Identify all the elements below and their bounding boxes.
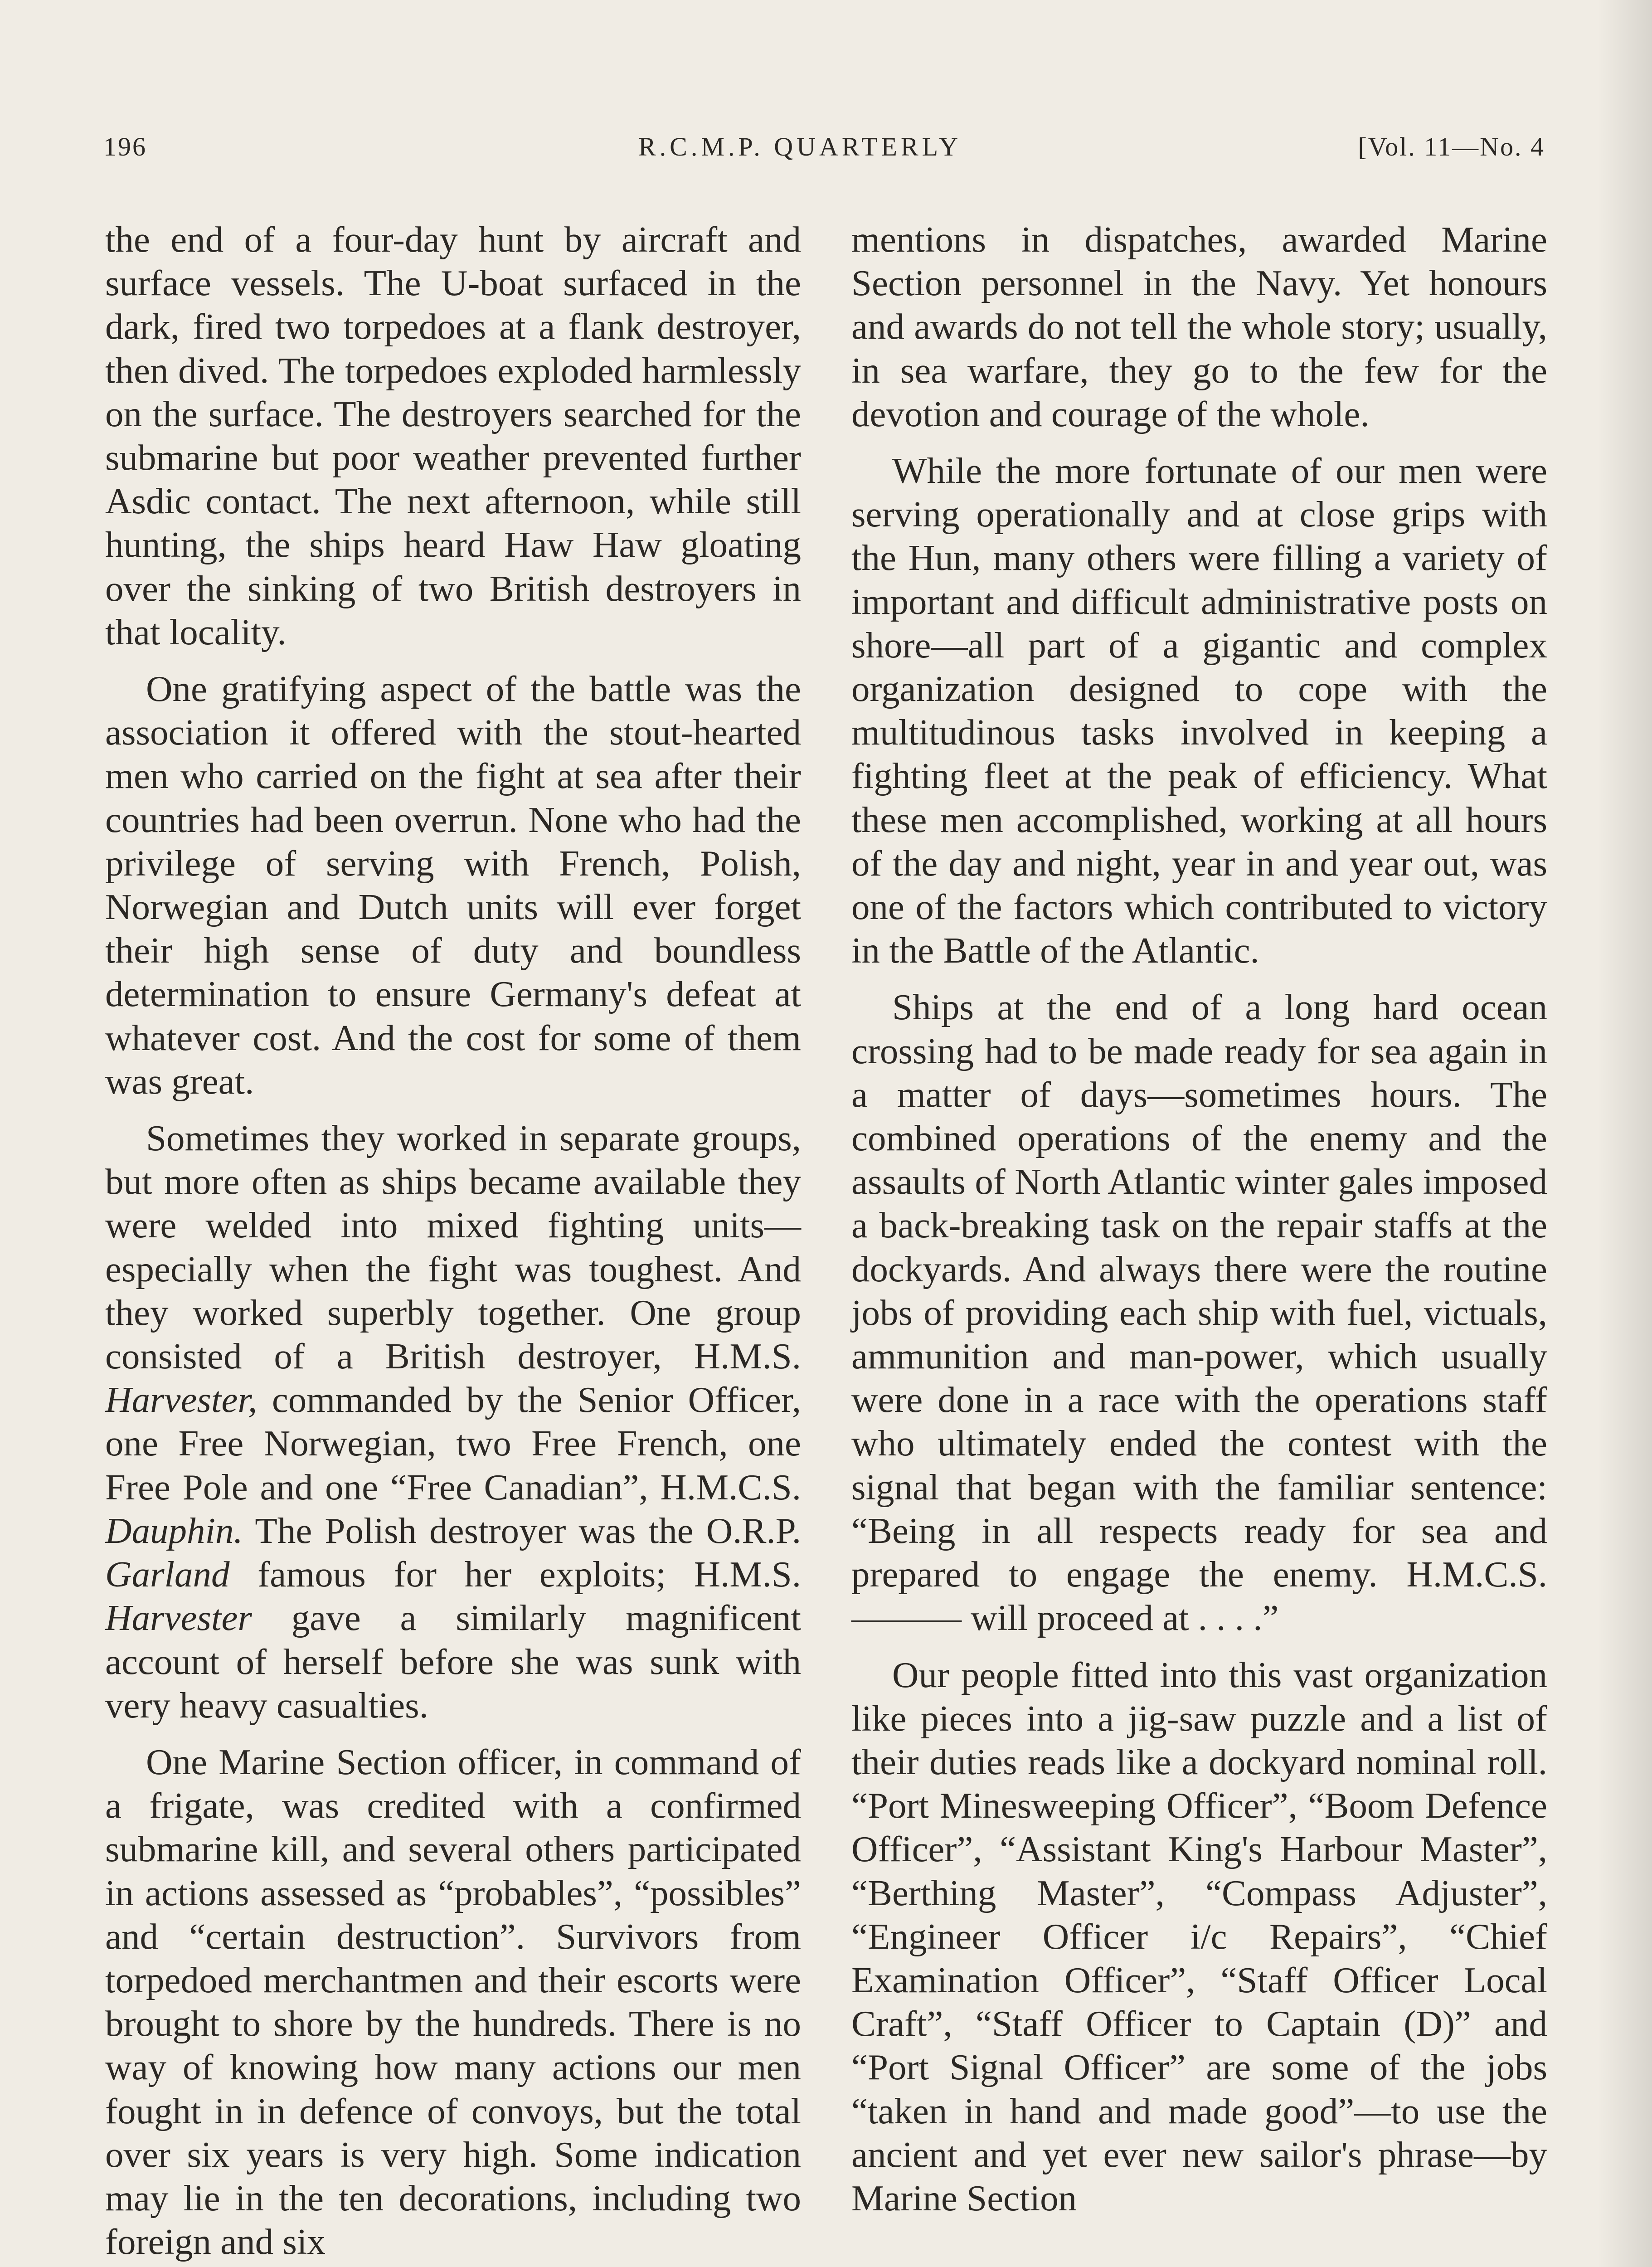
left-column (105, 218, 801, 2263)
ship-name: Harvester, (105, 1379, 258, 1421)
paragraph: One gratifying aspect of the battle was the association it offered with the stout-hearted men who carried on the fight at sea after their countries had been overrun. None who had the privilege of serving with French, Polish, Norwegian and Dutch units will ever forget their high sense of duty and boundless determination to ensure Germany's defeat at whatever cost. And the cost for some of them was great. (105, 668, 801, 1102)
paragraph: One Marine Section officer, in command of a frigate, was credited with a confirmed submarine kill, and several others participated in actions assessed as “probables”, “possibles” and “certain destruction”. Survivors from torpedoed merchantmen and their escorts were brought to shore by the hundreds. There is no way of knowing how many actions our men fought in in defence of convoys, but the total over six years is very high. Some indication may lie in the ten decorations, including two foreign and six (105, 1741, 801, 2262)
paragraph: Our people fitted into this vast organization like pieces into a jig-saw puzzle and a list of their duties reads like a dockyard nominal roll. “Port Minesweeping Officer”, “Boom Defence Officer”, “Assistant King's Harbour Master”, “Berthing Master”, “Compass Adjuster”, “Engineer Officer i/c Repairs”, “Chief Examination Officer”, “Staff Officer Local Craft”, “Staff Officer to Captain (D)” and “Port Signal Officer” are some of the jobs “taken in hand and made good”—to use the ancient and yet ever new sailor's phrase—by Marine Section (851, 1654, 1547, 2218)
ship-name: Garland (105, 1554, 230, 1595)
paragraph (105, 1116, 801, 1727)
text-run: The Polish destroyer was the O.R.P. (243, 1510, 801, 1551)
text-run: commanded by the Senior Officer, one Free Norwegian, two Free French, one Free Pole and one “Free Canadian”, H.M.C.S. (105, 1379, 801, 1508)
volume-issue: [Vol. 11—No. 4 (1358, 132, 1545, 161)
running-header (103, 131, 1545, 168)
ship-name: Harvester (105, 1597, 252, 1639)
paragraph: While the more fortunate of our men were serving operationally and at close grips with the Hun, many others were filling a variety of important and difficult administrative posts on shore—all part of a gigantic and complex organization designed to cope with the multitudinous tasks involved in keeping a fighting fleet at the peak of efficiency. What these men accomplished, working at all hours of the day and night, year in and year out, was one of the factors which contributed to victory in the Battle of the Atlantic. (851, 450, 1547, 971)
right-column (851, 218, 1547, 2220)
journal-title: R.C.M.P. QUARTERLY (638, 132, 962, 161)
text-run: famous for her exploits; H.M.S. (229, 1554, 801, 1595)
page-number: 196 (103, 132, 147, 161)
page-edge-shadow (1598, 0, 1652, 2267)
text-run: Sometimes they worked in separate groups, but more often as ships became available they were welded into mixed fighting units—especially when the fight was toughest. And they worked superbly together. One group consisted of a British destroyer, H.M.S. (105, 1118, 801, 1377)
paragraph: Ships at the end of a long hard ocean crossing had to be made ready for sea again in a matter of days—sometimes hours. The combined operations of the enemy and the assaults of North Atlantic winter gales imposed a back-breaking task on the repair staffs at the dockyards. And always there were the routine jobs of providing each ship with fuel, victuals, ammunition and man-power, which usually were done in a race with the operations staff who ultimately ended the contest with the signal that began with the familiar sentence: “Being in all respects ready for sea and prepared to engage the enemy. H.M.C.S. ——— will proceed at . . . .” (851, 987, 1547, 1639)
paragraph: the end of a four-day hunt by aircraft and surface vessels. The U-boat surfaced in the dark, fired two torpedoes at a flank destroyer, then dived. The torpedoes exploded harmlessly on the surface. The destroyers searched for the submarine but poor weather prevented further Asdic contact. The next afternoon, while still hunting, the ships heard Haw Haw gloating over the sinking of two British destroyers in that locality. (105, 219, 801, 652)
paragraph: mentions in dispatches, awarded Marine Section personnel in the Navy. Yet honours and awards do not tell the whole story; usually, in sea warfare, they go to the few for the devotion and courage of the whole. (851, 219, 1547, 434)
ship-name: Dauphin. (105, 1510, 243, 1551)
text-run: gave a similarly magnificent account of herself before she was sunk with very heavy casualties. (105, 1597, 801, 1726)
